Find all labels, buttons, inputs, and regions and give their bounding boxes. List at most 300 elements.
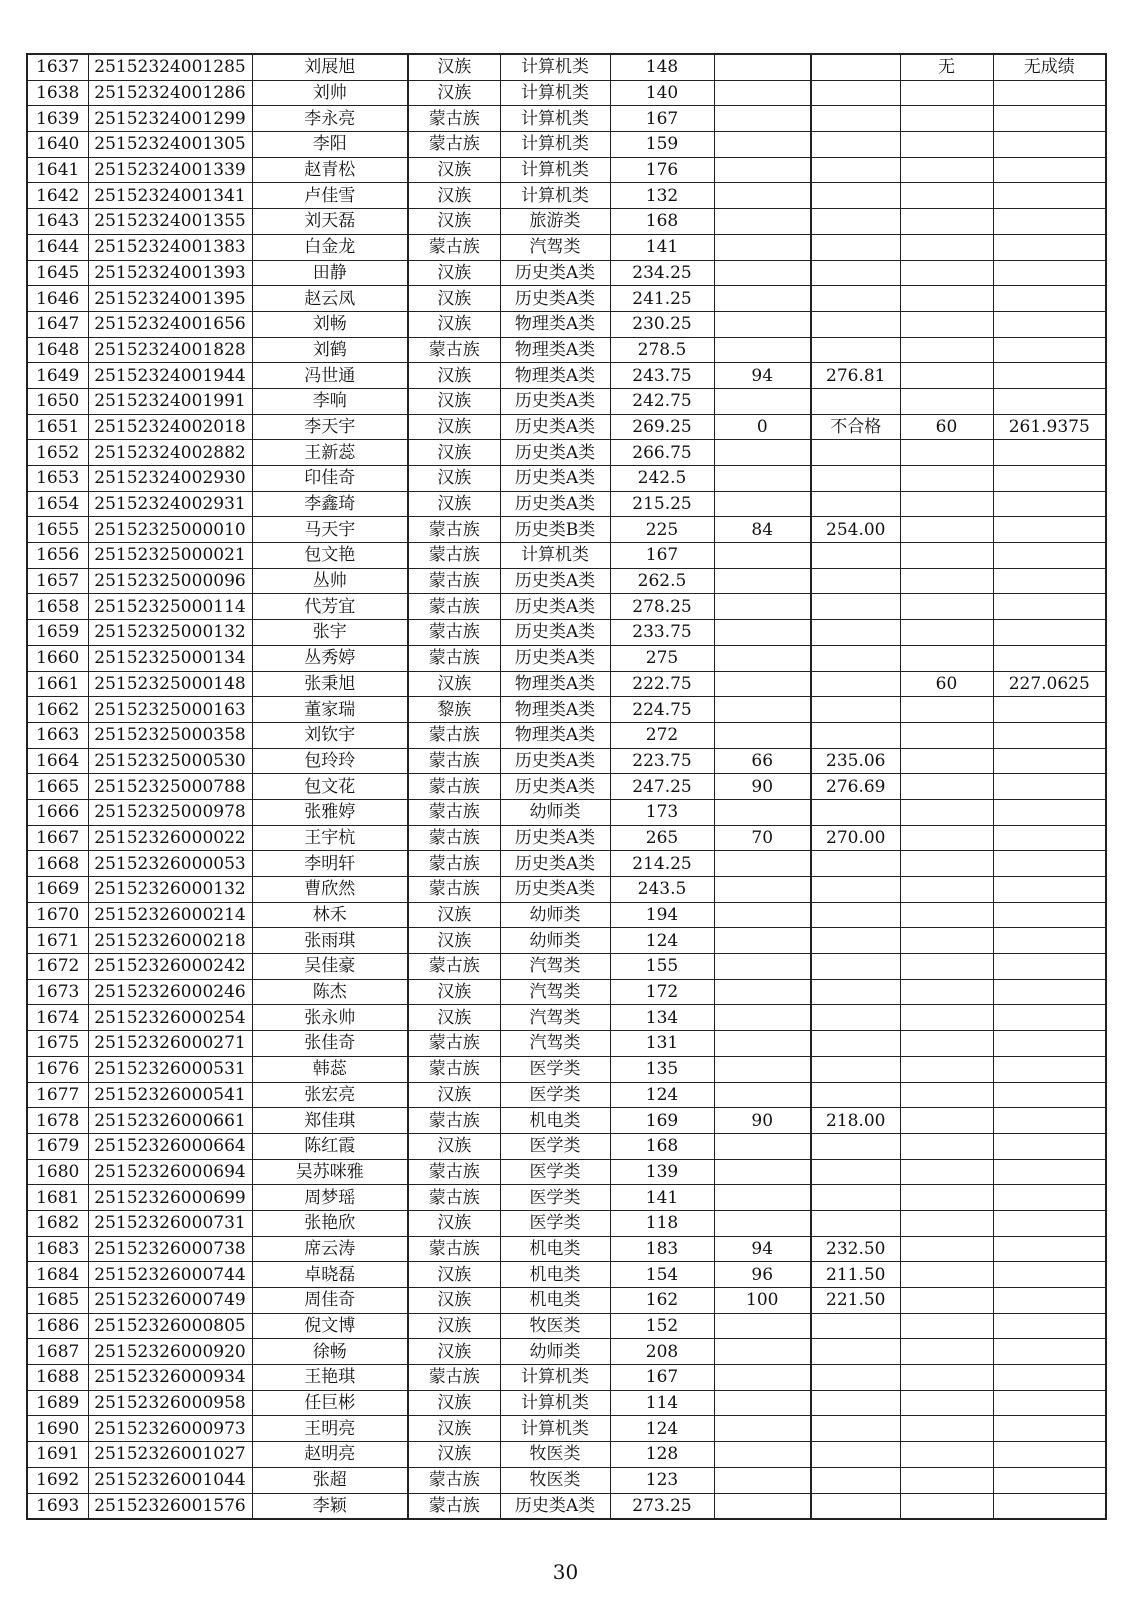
exam-id-cell: 25152326000934	[88, 1365, 252, 1391]
exam-id-cell: 25152326000271	[88, 1031, 252, 1057]
exam-id-cell: 25152324001339	[88, 157, 252, 183]
total-cell	[811, 1185, 900, 1211]
seq-cell: 1658	[27, 594, 88, 620]
name-cell: 吴苏咪雅	[252, 1159, 408, 1185]
total-cell	[811, 851, 900, 877]
name-cell: 丛帅	[252, 568, 408, 594]
category-cell: 牧医类	[500, 1442, 610, 1468]
exam-id-cell: 25152325000132	[88, 620, 252, 646]
name-cell: 徐畅	[252, 1339, 408, 1365]
bonus-cell	[900, 851, 993, 877]
bonus-cell	[900, 620, 993, 646]
seq-cell: 1666	[27, 799, 88, 825]
seq-cell: 1689	[27, 1390, 88, 1416]
table-row	[27, 543, 1106, 569]
score-cell: 243.5	[610, 877, 714, 903]
table-row	[27, 697, 1106, 723]
table-row	[27, 286, 1106, 312]
final-score-cell	[993, 1082, 1106, 1108]
final-score-cell	[993, 440, 1106, 466]
exam-id-cell: 25152325000163	[88, 697, 252, 723]
table-row	[27, 54, 1106, 80]
ethnicity-cell: 汉族	[408, 80, 500, 106]
extra-score-cell	[714, 234, 811, 260]
table-row	[27, 337, 1106, 363]
name-cell: 刘帅	[252, 80, 408, 106]
score-cell: 159	[610, 132, 714, 158]
seq-cell: 1667	[27, 825, 88, 851]
score-cell: 173	[610, 799, 714, 825]
final-score-cell	[993, 645, 1106, 671]
bonus-cell	[900, 106, 993, 132]
ethnicity-cell: 汉族	[408, 466, 500, 492]
exam-id-cell: 25152324001991	[88, 388, 252, 414]
exam-id-cell: 25152324001305	[88, 132, 252, 158]
table-row	[27, 1339, 1106, 1365]
ethnicity-cell: 蒙古族	[408, 1467, 500, 1493]
extra-score-cell	[714, 799, 811, 825]
score-cell: 269.25	[610, 414, 714, 440]
final-score-cell	[993, 311, 1106, 337]
total-cell	[811, 954, 900, 980]
category-cell: 医学类	[500, 1210, 610, 1236]
seq-cell: 1681	[27, 1185, 88, 1211]
table-row	[27, 825, 1106, 851]
name-cell: 代芳宜	[252, 594, 408, 620]
ethnicity-cell: 汉族	[408, 363, 500, 389]
score-cell: 275	[610, 645, 714, 671]
total-cell	[811, 1313, 900, 1339]
extra-score-cell	[714, 568, 811, 594]
bonus-cell	[900, 157, 993, 183]
ethnicity-cell: 汉族	[408, 54, 500, 80]
bonus-cell	[900, 132, 993, 158]
seq-cell: 1676	[27, 1056, 88, 1082]
ethnicity-cell: 蒙古族	[408, 722, 500, 748]
extra-score-cell	[714, 1416, 811, 1442]
category-cell: 历史类A类	[500, 825, 610, 851]
extra-score-cell: 66	[714, 748, 811, 774]
name-cell: 赵云凤	[252, 286, 408, 312]
table-row	[27, 1185, 1106, 1211]
exam-id-cell: 25152326000531	[88, 1056, 252, 1082]
exam-id-cell: 25152326000738	[88, 1236, 252, 1262]
extra-score-cell	[714, 80, 811, 106]
bonus-cell	[900, 1262, 993, 1288]
ethnicity-cell: 蒙古族	[408, 234, 500, 260]
category-cell: 汽驾类	[500, 979, 610, 1005]
score-cell: 132	[610, 183, 714, 209]
ethnicity-cell: 蒙古族	[408, 851, 500, 877]
seq-cell: 1678	[27, 1108, 88, 1134]
extra-score-cell	[714, 1442, 811, 1468]
ethnicity-cell: 汉族	[408, 414, 500, 440]
ethnicity-cell: 汉族	[408, 388, 500, 414]
final-score-cell	[993, 1339, 1106, 1365]
extra-score-cell	[714, 209, 811, 235]
score-cell: 140	[610, 80, 714, 106]
ethnicity-cell: 汉族	[408, 671, 500, 697]
final-score-cell	[993, 825, 1106, 851]
bonus-cell	[900, 337, 993, 363]
ethnicity-cell: 汉族	[408, 1442, 500, 1468]
bonus-cell	[900, 1236, 993, 1262]
score-cell: 273.25	[610, 1493, 714, 1519]
name-cell: 田静	[252, 260, 408, 286]
extra-score-cell	[714, 722, 811, 748]
seq-cell: 1679	[27, 1133, 88, 1159]
table-row	[27, 799, 1106, 825]
final-score-cell	[993, 1313, 1106, 1339]
ethnicity-cell: 蒙古族	[408, 106, 500, 132]
ethnicity-cell: 蒙古族	[408, 1185, 500, 1211]
seq-cell: 1691	[27, 1442, 88, 1468]
extra-score-cell	[714, 877, 811, 903]
name-cell: 印佳奇	[252, 466, 408, 492]
total-cell	[811, 1442, 900, 1468]
extra-score-cell	[714, 106, 811, 132]
final-score-cell	[993, 337, 1106, 363]
bonus-cell	[900, 1390, 993, 1416]
category-cell: 历史类A类	[500, 851, 610, 877]
bonus-cell	[900, 594, 993, 620]
exam-id-cell: 25152326000699	[88, 1185, 252, 1211]
final-score-cell	[993, 1262, 1106, 1288]
total-cell	[811, 645, 900, 671]
score-cell: 272	[610, 722, 714, 748]
name-cell: 包文艳	[252, 543, 408, 569]
score-cell: 247.25	[610, 774, 714, 800]
category-cell: 历史类A类	[500, 748, 610, 774]
ethnicity-cell: 蒙古族	[408, 645, 500, 671]
total-cell	[811, 337, 900, 363]
category-cell: 历史类A类	[500, 620, 610, 646]
exam-id-cell: 25152324001285	[88, 54, 252, 80]
table-row	[27, 1210, 1106, 1236]
score-cell: 225	[610, 517, 714, 543]
exam-id-cell: 25152326000805	[88, 1313, 252, 1339]
ethnicity-cell: 蒙古族	[408, 1159, 500, 1185]
extra-score-cell	[714, 1390, 811, 1416]
total-cell	[811, 440, 900, 466]
exam-id-cell: 25152324001393	[88, 260, 252, 286]
exam-id-cell: 25152326000973	[88, 1416, 252, 1442]
name-cell: 卢佳雪	[252, 183, 408, 209]
final-score-cell	[993, 363, 1106, 389]
table-row	[27, 1262, 1106, 1288]
name-cell: 包玲玲	[252, 748, 408, 774]
total-cell	[811, 183, 900, 209]
total-cell: 270.00	[811, 825, 900, 851]
category-cell: 牧医类	[500, 1467, 610, 1493]
seq-cell: 1654	[27, 491, 88, 517]
extra-score-cell	[714, 1056, 811, 1082]
category-cell: 计算机类	[500, 1365, 610, 1391]
total-cell	[811, 1467, 900, 1493]
category-cell: 物理类A类	[500, 311, 610, 337]
final-score-cell	[993, 1031, 1106, 1057]
ethnicity-cell: 蒙古族	[408, 1365, 500, 1391]
exam-id-cell: 25152324001395	[88, 286, 252, 312]
category-cell: 历史类A类	[500, 1493, 610, 1519]
name-cell: 曹欣然	[252, 877, 408, 903]
score-cell: 278.25	[610, 594, 714, 620]
name-cell: 张宇	[252, 620, 408, 646]
seq-cell: 1686	[27, 1313, 88, 1339]
total-cell	[811, 594, 900, 620]
page-number: 30	[552, 1560, 579, 1584]
category-cell: 机电类	[500, 1288, 610, 1314]
category-cell: 机电类	[500, 1236, 610, 1262]
ethnicity-cell: 蒙古族	[408, 825, 500, 851]
extra-score-cell	[714, 1133, 811, 1159]
table-row	[27, 1133, 1106, 1159]
category-cell: 历史类A类	[500, 286, 610, 312]
final-score-cell	[993, 286, 1106, 312]
final-score-cell	[993, 722, 1106, 748]
seq-cell: 1682	[27, 1210, 88, 1236]
seq-cell: 1655	[27, 517, 88, 543]
final-score-cell	[993, 1056, 1106, 1082]
name-cell: 张雅婷	[252, 799, 408, 825]
name-cell: 张超	[252, 1467, 408, 1493]
extra-score-cell	[714, 286, 811, 312]
total-cell	[811, 1159, 900, 1185]
bonus-cell	[900, 774, 993, 800]
total-cell	[811, 1210, 900, 1236]
ethnicity-cell: 蒙古族	[408, 1493, 500, 1519]
extra-score-cell	[714, 645, 811, 671]
bonus-cell	[900, 799, 993, 825]
bonus-cell	[900, 1339, 993, 1365]
bonus-cell	[900, 1185, 993, 1211]
exam-id-cell: 25152325000010	[88, 517, 252, 543]
bonus-cell	[900, 183, 993, 209]
table-row	[27, 1082, 1106, 1108]
name-cell: 董家瑞	[252, 697, 408, 723]
table-row	[27, 132, 1106, 158]
final-score-cell	[993, 106, 1106, 132]
extra-score-cell	[714, 491, 811, 517]
score-cell: 167	[610, 106, 714, 132]
exam-id-cell: 25152325000114	[88, 594, 252, 620]
bonus-cell	[900, 1056, 993, 1082]
score-cell: 162	[610, 1288, 714, 1314]
score-cell: 114	[610, 1390, 714, 1416]
final-score-cell	[993, 183, 1106, 209]
table-row	[27, 748, 1106, 774]
seq-cell: 1649	[27, 363, 88, 389]
total-cell	[811, 209, 900, 235]
table-row	[27, 80, 1106, 106]
extra-score-cell	[714, 1031, 811, 1057]
extra-score-cell	[714, 954, 811, 980]
total-cell	[811, 311, 900, 337]
seq-cell: 1690	[27, 1416, 88, 1442]
extra-score-cell	[714, 132, 811, 158]
total-cell	[811, 234, 900, 260]
total-cell	[811, 1339, 900, 1365]
ethnicity-cell: 汉族	[408, 979, 500, 1005]
score-cell: 241.25	[610, 286, 714, 312]
final-score-cell	[993, 902, 1106, 928]
exam-id-cell: 25152325000358	[88, 722, 252, 748]
category-cell: 机电类	[500, 1262, 610, 1288]
bonus-cell	[900, 902, 993, 928]
bonus-cell	[900, 877, 993, 903]
category-cell: 历史类B类	[500, 517, 610, 543]
table-row	[27, 1005, 1106, 1031]
seq-cell: 1677	[27, 1082, 88, 1108]
category-cell: 物理类A类	[500, 697, 610, 723]
score-cell: 230.25	[610, 311, 714, 337]
total-cell	[811, 799, 900, 825]
category-cell: 医学类	[500, 1185, 610, 1211]
total-cell	[811, 1082, 900, 1108]
bonus-cell	[900, 260, 993, 286]
ethnicity-cell: 汉族	[408, 902, 500, 928]
total-cell	[811, 260, 900, 286]
table-row	[27, 106, 1106, 132]
final-score-cell	[993, 697, 1106, 723]
ethnicity-cell: 黎族	[408, 697, 500, 723]
exam-id-cell: 25152326000254	[88, 1005, 252, 1031]
final-score-cell	[993, 851, 1106, 877]
total-cell	[811, 722, 900, 748]
table-row	[27, 388, 1106, 414]
name-cell: 赵明亮	[252, 1442, 408, 1468]
final-score-cell	[993, 1133, 1106, 1159]
table-row	[27, 1365, 1106, 1391]
ethnicity-cell: 汉族	[408, 183, 500, 209]
seq-cell: 1643	[27, 209, 88, 235]
score-table-body	[27, 54, 1106, 1519]
final-score-cell	[993, 1493, 1106, 1519]
table-row	[27, 954, 1106, 980]
bonus-cell	[900, 1159, 993, 1185]
table-row	[27, 1467, 1106, 1493]
bonus-cell	[900, 286, 993, 312]
total-cell	[811, 1416, 900, 1442]
exam-id-cell: 25152325000021	[88, 543, 252, 569]
extra-score-cell	[714, 620, 811, 646]
category-cell: 历史类A类	[500, 594, 610, 620]
seq-cell: 1680	[27, 1159, 88, 1185]
category-cell: 历史类A类	[500, 466, 610, 492]
exam-id-cell: 25152326000749	[88, 1288, 252, 1314]
score-cell: 169	[610, 1108, 714, 1134]
seq-cell: 1684	[27, 1262, 88, 1288]
category-cell: 牧医类	[500, 1313, 610, 1339]
total-cell	[811, 1493, 900, 1519]
total-cell: 211.50	[811, 1262, 900, 1288]
table-row	[27, 979, 1106, 1005]
final-score-cell	[993, 928, 1106, 954]
category-cell: 物理类A类	[500, 671, 610, 697]
extra-score-cell: 100	[714, 1288, 811, 1314]
name-cell: 李阳	[252, 132, 408, 158]
name-cell: 刘钦宇	[252, 722, 408, 748]
bonus-cell	[900, 722, 993, 748]
final-score-cell	[993, 620, 1106, 646]
category-cell: 幼师类	[500, 902, 610, 928]
bonus-cell	[900, 1313, 993, 1339]
exam-id-cell: 25152324001828	[88, 337, 252, 363]
category-cell: 汽驾类	[500, 1005, 610, 1031]
total-cell	[811, 388, 900, 414]
score-cell: 139	[610, 1159, 714, 1185]
bonus-cell	[900, 1005, 993, 1031]
table-row	[27, 1031, 1106, 1057]
final-score-cell	[993, 388, 1106, 414]
extra-score-cell	[714, 260, 811, 286]
score-cell: 141	[610, 234, 714, 260]
ethnicity-cell: 汉族	[408, 491, 500, 517]
score-cell: 224.75	[610, 697, 714, 723]
exam-id-cell: 25152326000132	[88, 877, 252, 903]
seq-cell: 1687	[27, 1339, 88, 1365]
seq-cell: 1672	[27, 954, 88, 980]
exam-id-cell: 25152326000664	[88, 1133, 252, 1159]
table-row	[27, 209, 1106, 235]
extra-score-cell	[714, 1185, 811, 1211]
bonus-cell	[900, 388, 993, 414]
name-cell: 卓晓磊	[252, 1262, 408, 1288]
table-row	[27, 157, 1106, 183]
table-row	[27, 620, 1106, 646]
category-cell: 历史类A类	[500, 440, 610, 466]
total-cell: 235.06	[811, 748, 900, 774]
seq-cell: 1661	[27, 671, 88, 697]
score-cell: 148	[610, 54, 714, 80]
ethnicity-cell: 汉族	[408, 1416, 500, 1442]
final-score-cell	[993, 1442, 1106, 1468]
total-cell	[811, 491, 900, 517]
total-cell	[811, 80, 900, 106]
score-cell: 194	[610, 902, 714, 928]
bonus-cell	[900, 645, 993, 671]
extra-score-cell: 90	[714, 774, 811, 800]
name-cell: 韩蕊	[252, 1056, 408, 1082]
final-score-cell	[993, 157, 1106, 183]
name-cell: 李永亮	[252, 106, 408, 132]
final-score-cell	[993, 1210, 1106, 1236]
score-cell: 243.75	[610, 363, 714, 389]
bonus-cell	[900, 1031, 993, 1057]
final-score-cell	[993, 543, 1106, 569]
total-cell	[811, 1133, 900, 1159]
bonus-cell	[900, 1210, 993, 1236]
total-cell: 254.00	[811, 517, 900, 543]
score-cell: 242.75	[610, 388, 714, 414]
name-cell: 张永帅	[252, 1005, 408, 1031]
ethnicity-cell: 汉族	[408, 1133, 500, 1159]
total-cell	[811, 1031, 900, 1057]
exam-id-cell: 25152325000788	[88, 774, 252, 800]
ethnicity-cell: 汉族	[408, 260, 500, 286]
total-cell	[811, 1005, 900, 1031]
bonus-cell	[900, 928, 993, 954]
table-row	[27, 1159, 1106, 1185]
score-cell: 123	[610, 1467, 714, 1493]
ethnicity-cell: 汉族	[408, 928, 500, 954]
exam-id-cell: 25152326000214	[88, 902, 252, 928]
category-cell: 物理类A类	[500, 363, 610, 389]
ethnicity-cell: 汉族	[408, 1313, 500, 1339]
seq-cell: 1640	[27, 132, 88, 158]
seq-cell: 1692	[27, 1467, 88, 1493]
ethnicity-cell: 汉族	[408, 1005, 500, 1031]
